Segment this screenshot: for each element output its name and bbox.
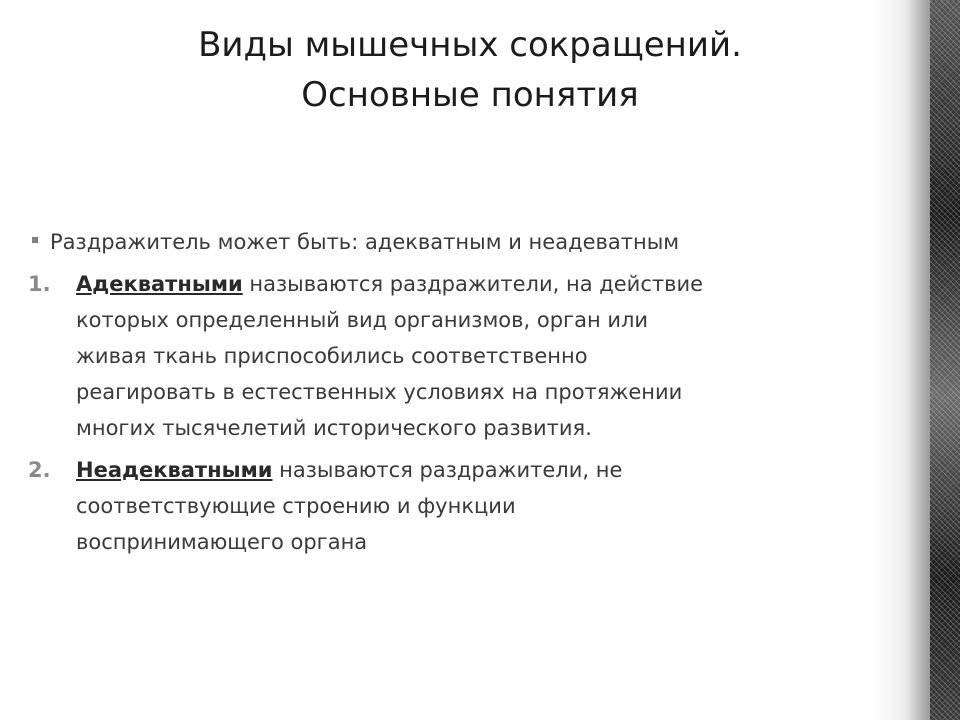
slide-content <box>28 224 868 560</box>
side-shadow-decoration <box>872 0 932 720</box>
square-bullet-icon <box>32 237 38 243</box>
list-item-2-term: Неадекватными <box>76 458 273 482</box>
list-item-1-term: Адекватными <box>76 272 243 296</box>
list-item-2-line-3: воспринимающего органа <box>76 530 368 554</box>
list-item-1-line-1-text: называются раздражители, на действие <box>242 272 704 296</box>
list-item-1-line-4: реагировать в естественных условиях на протяжении <box>76 380 683 404</box>
list-item-2-line-1-text: называются раздражители, не <box>272 458 623 482</box>
list-item-1-line-1 <box>76 266 868 302</box>
list-item-1-number: 1. <box>28 272 51 296</box>
slide-title-line-1: Виды мышечных сокращений. <box>198 25 742 65</box>
list-item-2-number: 2. <box>28 458 51 482</box>
list-item-2 <box>28 452 868 560</box>
list-item-1-line-2: которых определенный вид организмов, орган или <box>76 308 649 332</box>
slide-title-line-2: Основные понятия <box>301 75 639 115</box>
list-item-1-line-5: многих тысячелетий исторического развития. <box>76 416 592 440</box>
slide-title <box>60 20 880 120</box>
intro-bullet <box>28 224 868 260</box>
list-item-1-line-3: живая ткань приспособились соответственно <box>76 344 588 368</box>
side-texture-strip <box>930 0 960 720</box>
list-item-1 <box>28 266 868 446</box>
list-item-2-line-2: соответствующие строению и функции <box>76 494 516 518</box>
intro-bullet-text: Раздражитель может быть: адекватным и неадеватным <box>50 230 680 254</box>
list-item-2-line-1 <box>76 452 868 488</box>
